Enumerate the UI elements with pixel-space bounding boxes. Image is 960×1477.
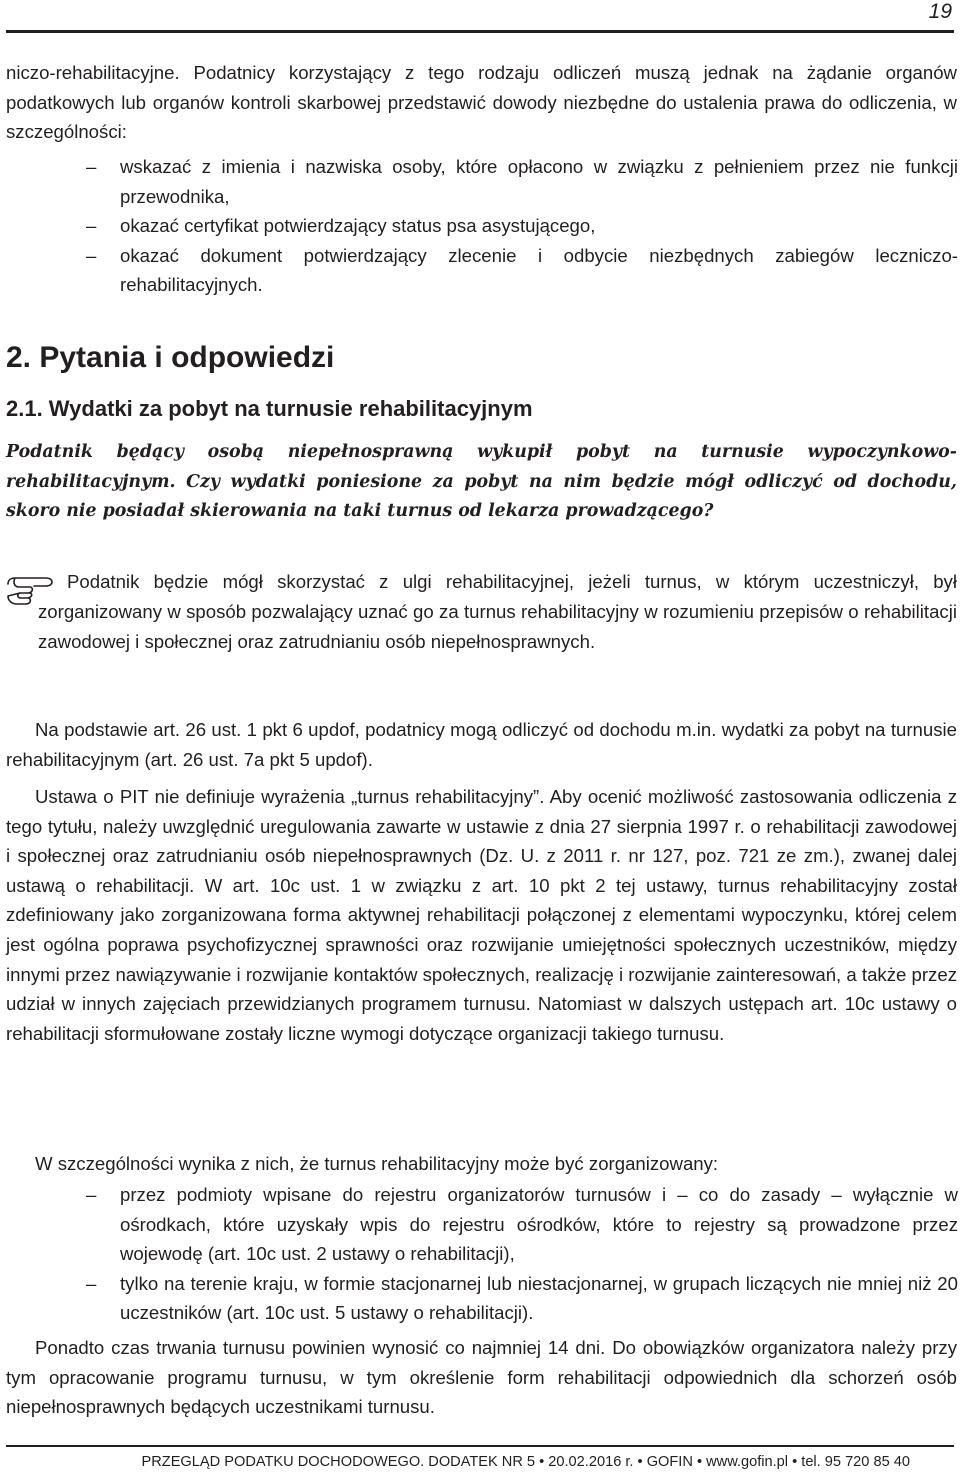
list-item: – okazać dokument potwierdzający zlecenie i odbycie niezbędnych zabiegów leczniczo-rehabilitacyjnych. <box>86 241 958 300</box>
list-item: – tylko na terenie kraju, w formie stacjonarnej lub niestacjonarnej, w grupach liczących nie mniej niż 20 uczestników (art. 10c ust. 5 ustawy o rehabilitacji). <box>86 1269 958 1328</box>
page-number: 19 <box>928 0 952 23</box>
requirements-list <box>86 1180 958 1328</box>
list-item: – przez podmioty wpisane do rejestru organizatorów turnusów i – co do zasady – wyłącznie w ośrodkach, które uzyskały wpis do rejestru ośrodków, które to rejestry są prowadzone przez wojewodę (art. 10c ust. 2 ustawy o rehabilitacji), <box>86 1180 958 1269</box>
dash-bullet: – <box>86 244 97 266</box>
section-heading: 2. Pytania i odpowiedzi <box>6 341 335 374</box>
answer-paragraph: Podatnik będzie mógł skorzystać z ulgi rehabilitacyjnej, jeżeli turnus, w którym uczestniczył, był zorganizowany w sposób pozwalający uznać go za turnus rehabilitacyjny w rozumieniu przepisów o rehabilitacji zawodowej i społecznej oraz zatrudnianiu osób niepełnosprawnych. <box>38 571 957 652</box>
question-paragraph: Podatnik będący osobą niepełnosprawną wykupił pobyt na turnusie wypoczynkowo-rehabilitacyjnym. Czy wydatki poniesione za pobyt na nim będzie mógł odliczyć od dochodu, skoro nie posiadał skierowania na taki turnus od lekarza prowadzącego? <box>6 442 957 521</box>
paragraph-legal-basis: Na podstawie art. 26 ust. 1 pkt 6 updof, podatnicy mogą odliczyć od dochodu m.in. wydatki za pobyt na turnusie rehabilitacyjnym (art. 26 ust. 7a pkt 5 updof). <box>6 719 957 770</box>
dash-bullet: – <box>86 1184 97 1205</box>
list-item: – wskazać z imienia i nazwiska osoby, które opłacono w związku z pełnieniem przez nie funkcji przewodnika, <box>86 152 958 211</box>
paragraph-requirements-intro: W szczególności wynika z nich, że turnus rehabilitacyjny może być zorganizowany: <box>35 1153 719 1174</box>
dash-bullet: – <box>86 1272 97 1294</box>
paragraph-definition: Ustawa o PIT nie definiuje wyrażenia „turnus rehabilitacyjny”. Aby ocenić możliwość zastosowania odliczenia z tego tytułu, należy uwzględnić uregulowania zawarte w ustawie z dnia 27 sierpnia 1997 r. o rehabilitacji zawodowej i społecznej oraz zatrudnianiu osób niepełnosprawnych (Dz. U. z 2011 r. nr 127, poz. 721 ze zm.), zwanej dalej ustawą o rehabilitacji. W art. 10c ust. 1 w związku z art. 10 pkt 2 tej ustawy, turnus rehabilitacyjny został zdefiniowany jako zorganizowana forma aktywnej rehabilitacji połączonej z elementami wypoczynku, której celem jest ogólna poprawa psychofizycznej sprawności oraz rozwijanie umiejętności społecznych uczestników, między innymi przez nawiązywanie i rozwijanie kontaktów społecznych, realizację i rozwijanie zainteresowań, a także przez udział w innych zajęciach przewidzianych programem turnusu. Natomiast w dalszych ustępach art. 10c ustawy o rehabilitacji sformułowane zostały liczne wymogi dotyczące organizacji takiego turnusu. <box>6 786 957 1044</box>
page-footer: PRZEGLĄD PODATKU DOCHODOWEGO. DODATEK NR 5 • 20.02.2016 r. • GOFIN • www.gofin.pl • tel. 95 720 85 40 <box>141 1454 910 1470</box>
intro-list <box>86 152 958 300</box>
list-item: – okazać certyfikat potwierdzający status psa asystującego, <box>86 211 958 241</box>
paragraph-duration: Ponadto czas trwania turnusu powinien wynosić co najmniej 14 dni. Do obowiązków organizatora należy przy tym opracowanie programu turnusu, w tym określenie form rehabilitacji odpowiednich dla schorzeń osób niepełnosprawnych będących uczestnikami turnusu. <box>6 1337 957 1418</box>
subsection-heading: 2.1. Wydatki za pobyt na turnusie rehabilitacyjnym <box>6 396 533 421</box>
dash-bullet: – <box>86 156 97 177</box>
top-rule <box>6 30 954 33</box>
intro-paragraph: niczo-rehabilitacyjne. Podatnicy korzystający z tego rodzaju odliczeń muszą jednak na żądanie organów podatkowych lub organów kontroli skarbowej przedstawić dowody niezbędne do ustalenia prawa do odliczenia, w szczególności: <box>6 62 957 143</box>
dash-bullet: – <box>86 215 97 237</box>
bottom-rule <box>6 1445 954 1447</box>
